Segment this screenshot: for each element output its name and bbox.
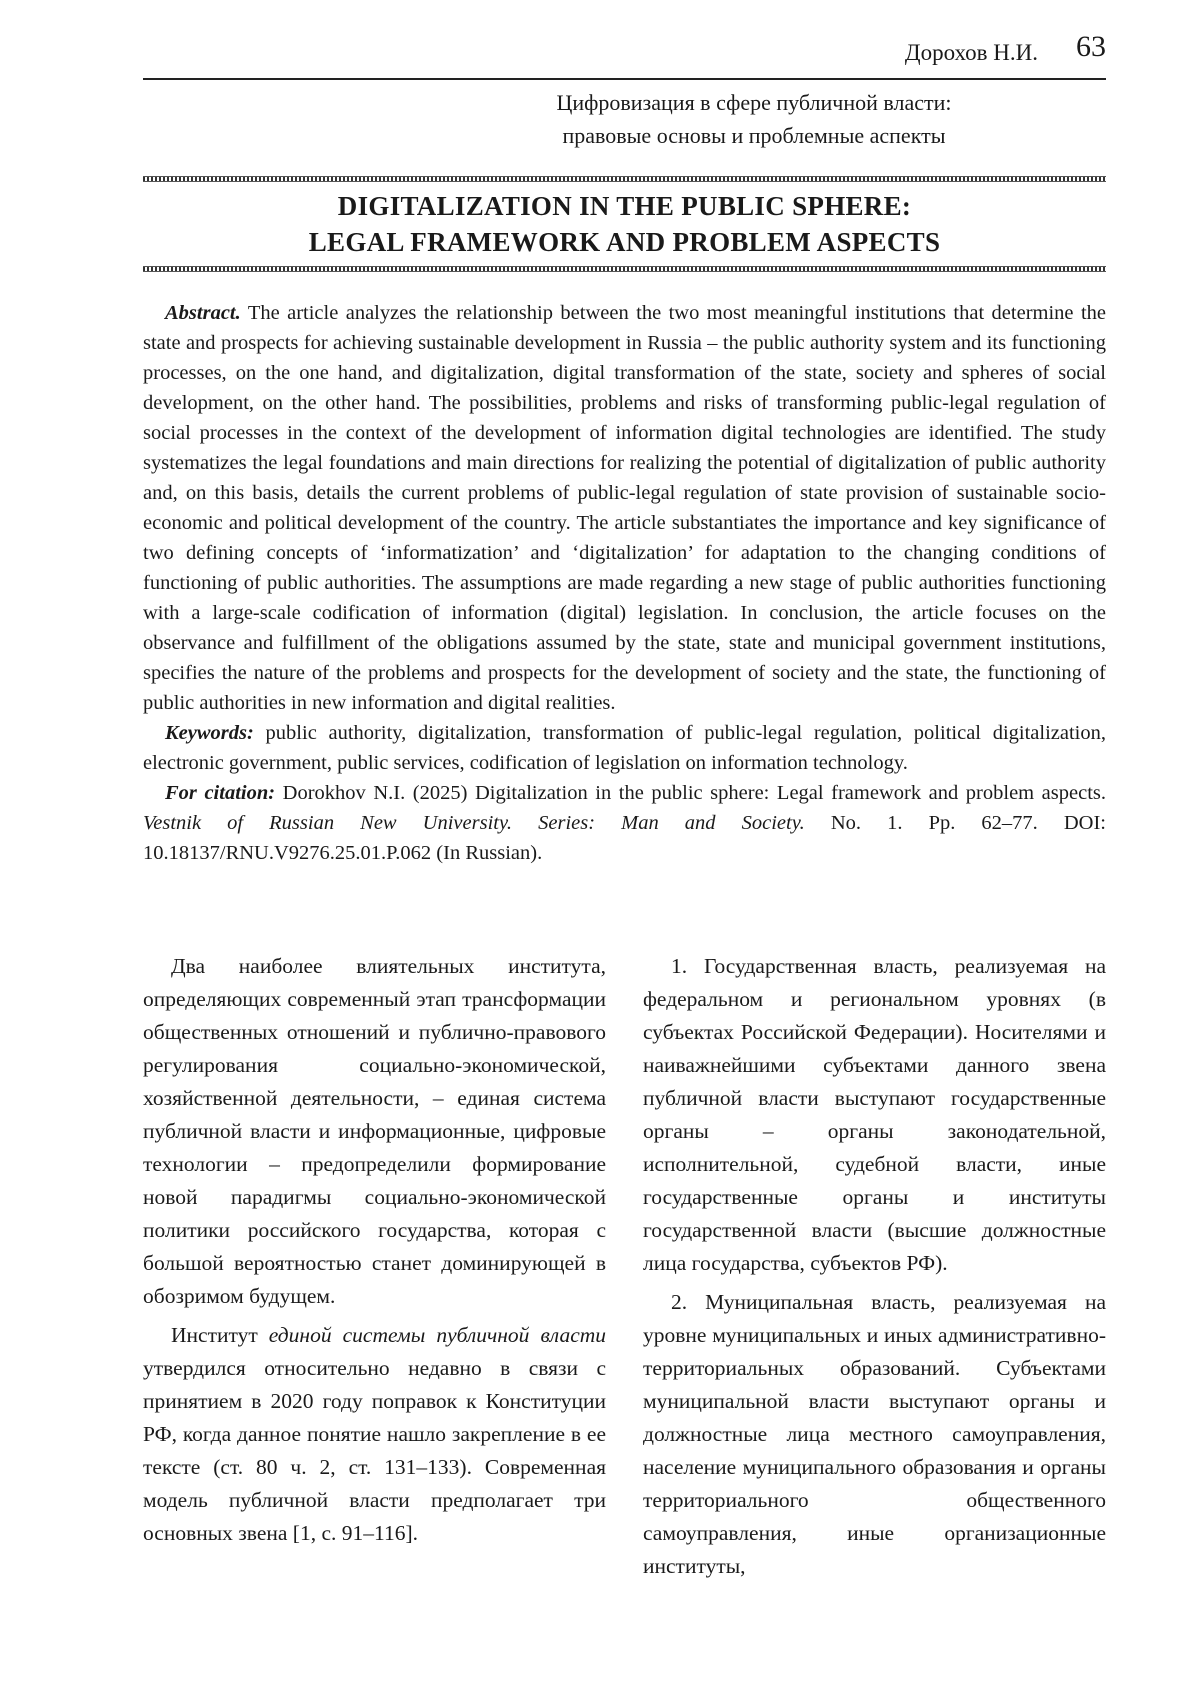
right-column: [643, 950, 1106, 1589]
body-text: утвердился относительно недавно в связи с принятием в 2020 году поправок к Конституции РФ, когда данное понятие нашло закрепление в ее тексте (ст. 80 ч. 2, ст. 131–133). Современная модель публичной власти предполагает три основных звена [1, с. 91–116].: [143, 1356, 606, 1545]
abstract-paragraph: [143, 298, 1106, 718]
ornament-divider-top: [143, 176, 1106, 182]
article-title-line1: DIGITALIZATION IN THE PUBLIC SPHERE:: [337, 191, 912, 221]
citation-text-before: Dorokhov N.I. (2025) Digitalization in the public sphere: Legal framework and problem aspects.: [282, 782, 1106, 804]
article-title: [143, 188, 1106, 260]
citation-paragraph: [143, 778, 1106, 868]
left-column: [143, 950, 606, 1589]
keywords-paragraph: [143, 718, 1106, 778]
running-subtitle-line1: Цифровизация в сфере публичной власти:: [556, 90, 952, 115]
running-subtitle-line2: правовые основы и проблемные аспекты: [562, 123, 946, 148]
body-paragraph: [143, 1319, 606, 1550]
running-subtitle: [454, 86, 1054, 152]
body-emphasis: единой системы публичной власти: [268, 1323, 607, 1347]
abstract-block: [143, 298, 1106, 868]
citation-journal: Vestnik of Russian New University. Series: Man and Society.: [143, 812, 805, 834]
body-paragraph: 2. Муниципальная власть, реализуемая на уровне муниципальных и иных административно-территориальных образований. Субъектами муниципальной власти выступают органы и должностные лица местного самоуправления, население муниципального образования и органы территориального общественного самоуправления, иные организационные институты,: [643, 1290, 1106, 1578]
body-paragraph: 1. Государственная власть, реализуемая на федеральном и региональном уровнях (в субъектах Российской Федерации). Носителями и наиважнейшими субъектами данного звена публичной власти выступают государственные органы – органы законодательной, исполнительной, судебной власти, иные государственные органы и институты государственной власти (высшие должностные лица государства, субъектов РФ).: [643, 954, 1106, 1275]
citation-text-after: No. 1. Pp. 62–77. DOI: 10.18137/RNU.V9276.25.01.P.062 (In Russian).: [143, 812, 1107, 864]
keywords-text: public authority, digitalization, transformation of public-legal regulation, political digitalization, electronic government, public services, codification of legislation on information technology.: [143, 722, 1106, 774]
abstract-label: Abstract.: [165, 302, 241, 324]
keywords-label: Keywords:: [165, 722, 254, 744]
body-columns: [143, 950, 1106, 1589]
article-title-line2: LEGAL FRAMEWORK AND PROBLEM ASPECTS: [308, 227, 941, 257]
citation-label: For citation:: [165, 782, 276, 804]
page-number: 63: [1076, 30, 1106, 63]
body-text: Институт: [171, 1323, 258, 1347]
body-paragraph: Два наиболее влиятельных института, определяющих современный этап трансформации общественных отношений и публично-правового регулирования социально-экономической, хозяйственной деятельности, – единая система публичной власти и информационные, цифровые технологии – предопределили формирование новой парадигмы социально-экономической политики российского государства, которая с большой вероятностью станет доминирующей в обозримом будущем.: [143, 954, 606, 1308]
abstract-text: The article analyzes the relationship between the two most meaningful institutions that determine the state and prospects for achieving sustainable development in Russia – the public authority system and its functioning processes, on the one hand, and digitalization, digital transformation of the state, society and spheres of social development, on the other hand. The possibilities, problems and risks of transforming public-legal regulation of social processes in the context of the development of information digital technologies are identified. The study systematizes the legal foundations and main directions for realizing the potential of digitalization of public authority and, on this basis, details the current problems of public-legal regulation of state provision of sustainable socio-economic and political development of the country. The article substantiates the importance and key significance of two defining concepts of ‘informatization’ and ‘digitalization’ for adaptation to the changing conditions of functioning of public authorities. The assumptions are made regarding a new stage of public authorities functioning with a large-scale codification of information (digital) legislation. In conclusion, the article focuses on the observance and fulfillment of the obligations assumed by the state, state and municipal government institutions, specifies the nature of the problems and prospects for the development of society and the state, the functioning of public authorities in new information and digital realities.: [143, 302, 1106, 714]
ornament-divider-bottom: [143, 266, 1106, 272]
running-header: [143, 28, 1106, 80]
header-author: Дорохов Н.И.: [904, 40, 1038, 65]
